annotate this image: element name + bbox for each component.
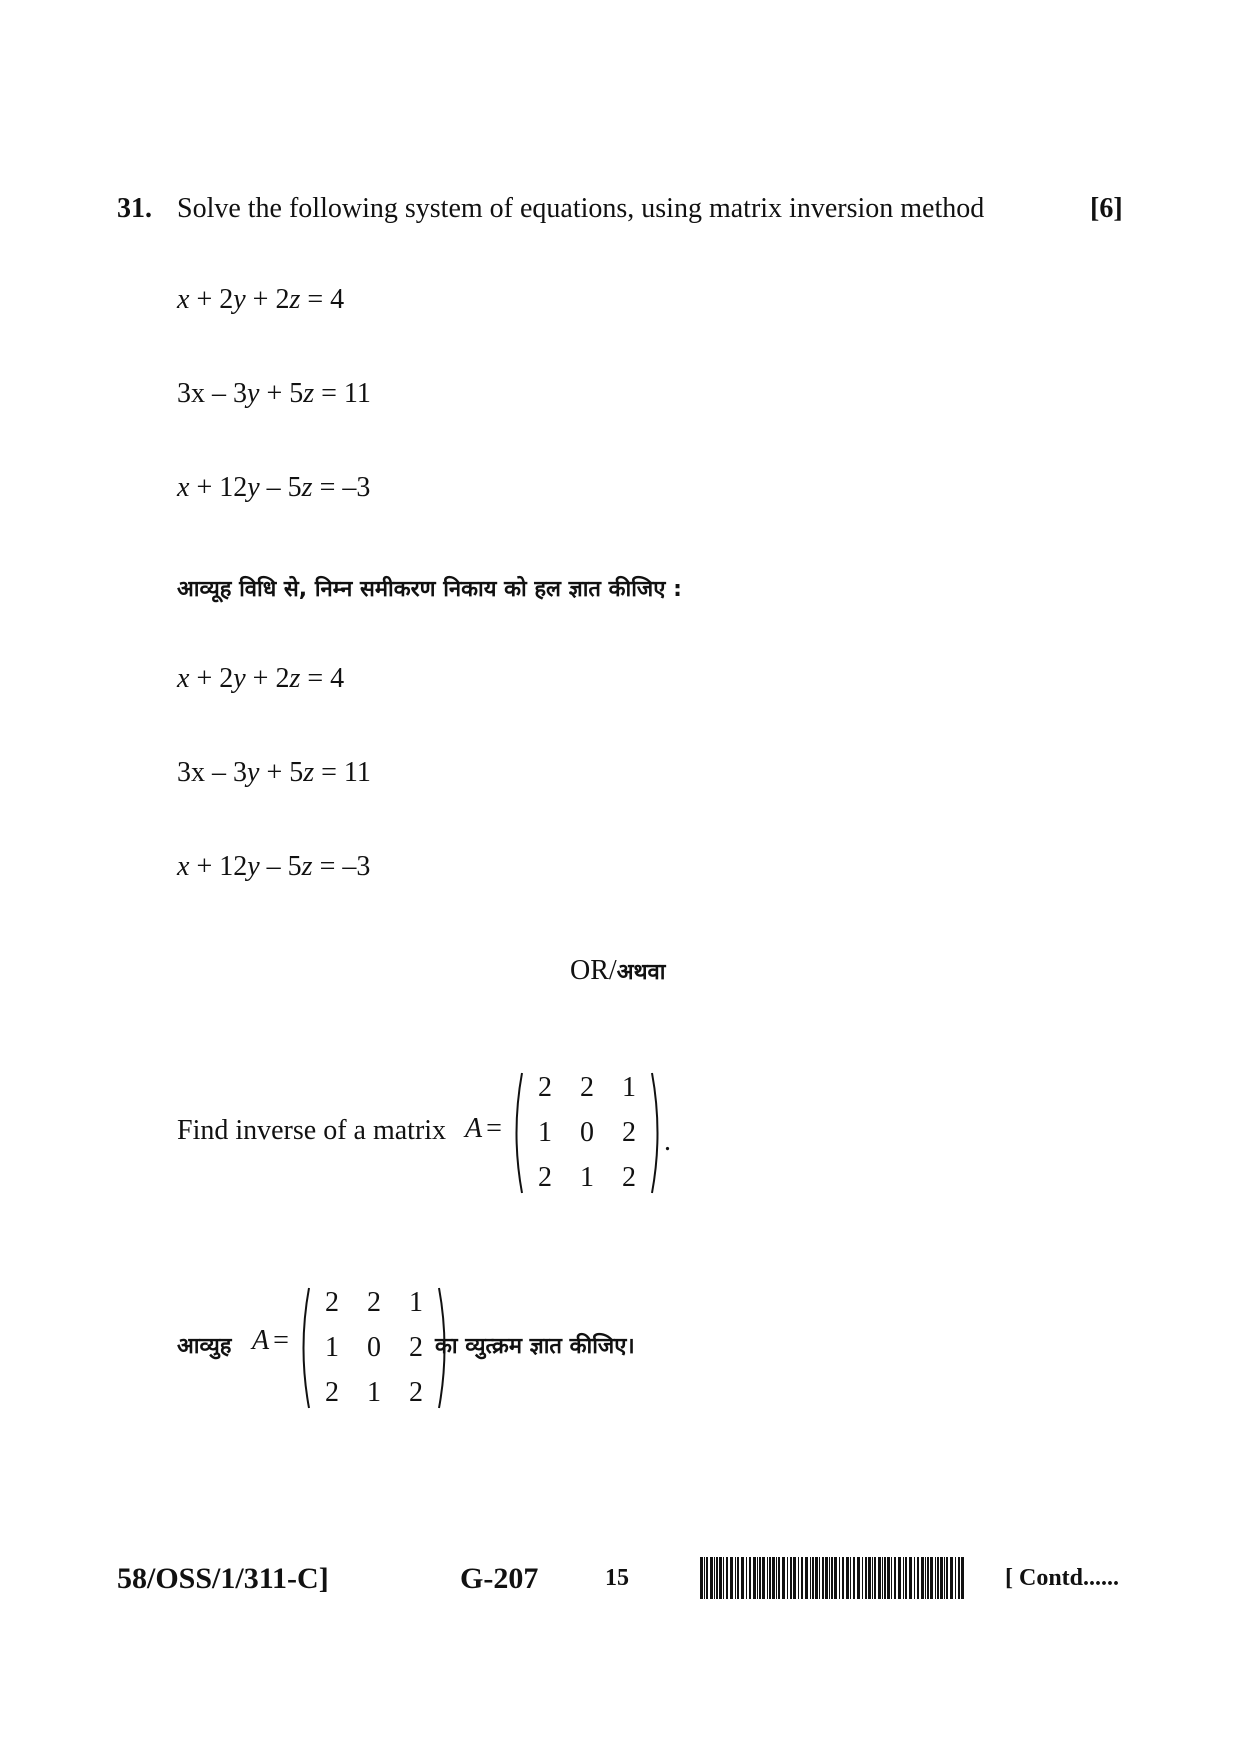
matrix-label: A = <box>465 1113 502 1144</box>
question-number: 31. <box>117 193 152 224</box>
equation-3: x + 12y – 5z = –3 <box>177 472 371 503</box>
series-code: G-207 <box>460 1562 539 1595</box>
matrix-cell: 1 <box>622 1071 636 1103</box>
matrix-a-hindi <box>297 1280 451 1415</box>
matrix-cell: 2 <box>580 1071 594 1103</box>
matrix-cell: 2 <box>409 1376 423 1408</box>
matrix-cell: 2 <box>538 1071 552 1103</box>
matrix-cell: 1 <box>580 1161 594 1193</box>
hindi-matrix-suffix: का व्युत्क्रम ज्ञात कीजिए। <box>435 1334 635 1359</box>
or-separator: OR/अथवा <box>570 955 666 986</box>
matrix-cell: 0 <box>580 1116 594 1148</box>
right-parenthesis <box>650 1071 664 1195</box>
hindi-question-text: आव्यूह विधि से, निम्न समीकरण निकाय को हल ज्ञात कीजिए : <box>177 577 682 602</box>
barcode-icon <box>700 1557 968 1599</box>
page-number: 15 <box>605 1565 629 1591</box>
equation-2: 3x – 3y + 5z = 11 <box>177 378 371 409</box>
matrix-cell: 1 <box>325 1331 339 1363</box>
equation-2-hindi: 3x – 3y + 5z = 11 <box>177 757 371 788</box>
equation-3-hindi: x + 12y – 5z = –3 <box>177 851 371 882</box>
matrix-cell: 1 <box>538 1116 552 1148</box>
matrix-cell: 2 <box>538 1161 552 1193</box>
equation-1: x + 2y + 2z = 4 <box>177 284 345 315</box>
matrix-label-hindi: A = <box>252 1325 289 1356</box>
matrix-cell: 0 <box>367 1331 381 1363</box>
matrix-a: 2 2 1 1 0 2 2 1 2 . <box>510 1065 671 1200</box>
matrix-cell: 2 <box>325 1376 339 1408</box>
equation-1-hindi: x + 2y + 2z = 4 <box>177 663 345 694</box>
paper-code: 58/OSS/1/311-C] <box>117 1562 329 1595</box>
matrix-cell: 2 <box>367 1286 381 1318</box>
left-parenthesis <box>297 1286 311 1410</box>
continued-label: [ Contd...... <box>1005 1565 1120 1591</box>
matrix-cell: 2 <box>622 1161 636 1193</box>
question-text: Solve the following system of equations, using matrix inversion method <box>177 193 985 224</box>
matrix-cell: 1 <box>367 1376 381 1408</box>
matrix-cell: 2 <box>325 1286 339 1318</box>
matrix-cell: 2 <box>409 1331 423 1363</box>
question-marks: [6] <box>1090 193 1123 224</box>
matrix-cell: 1 <box>409 1286 423 1318</box>
find-inverse-text: Find inverse of a matrix <box>177 1115 447 1146</box>
hindi-matrix-prefix: आव्युह <box>177 1334 232 1359</box>
left-parenthesis <box>510 1071 524 1195</box>
matrix-cell: 2 <box>622 1116 636 1148</box>
